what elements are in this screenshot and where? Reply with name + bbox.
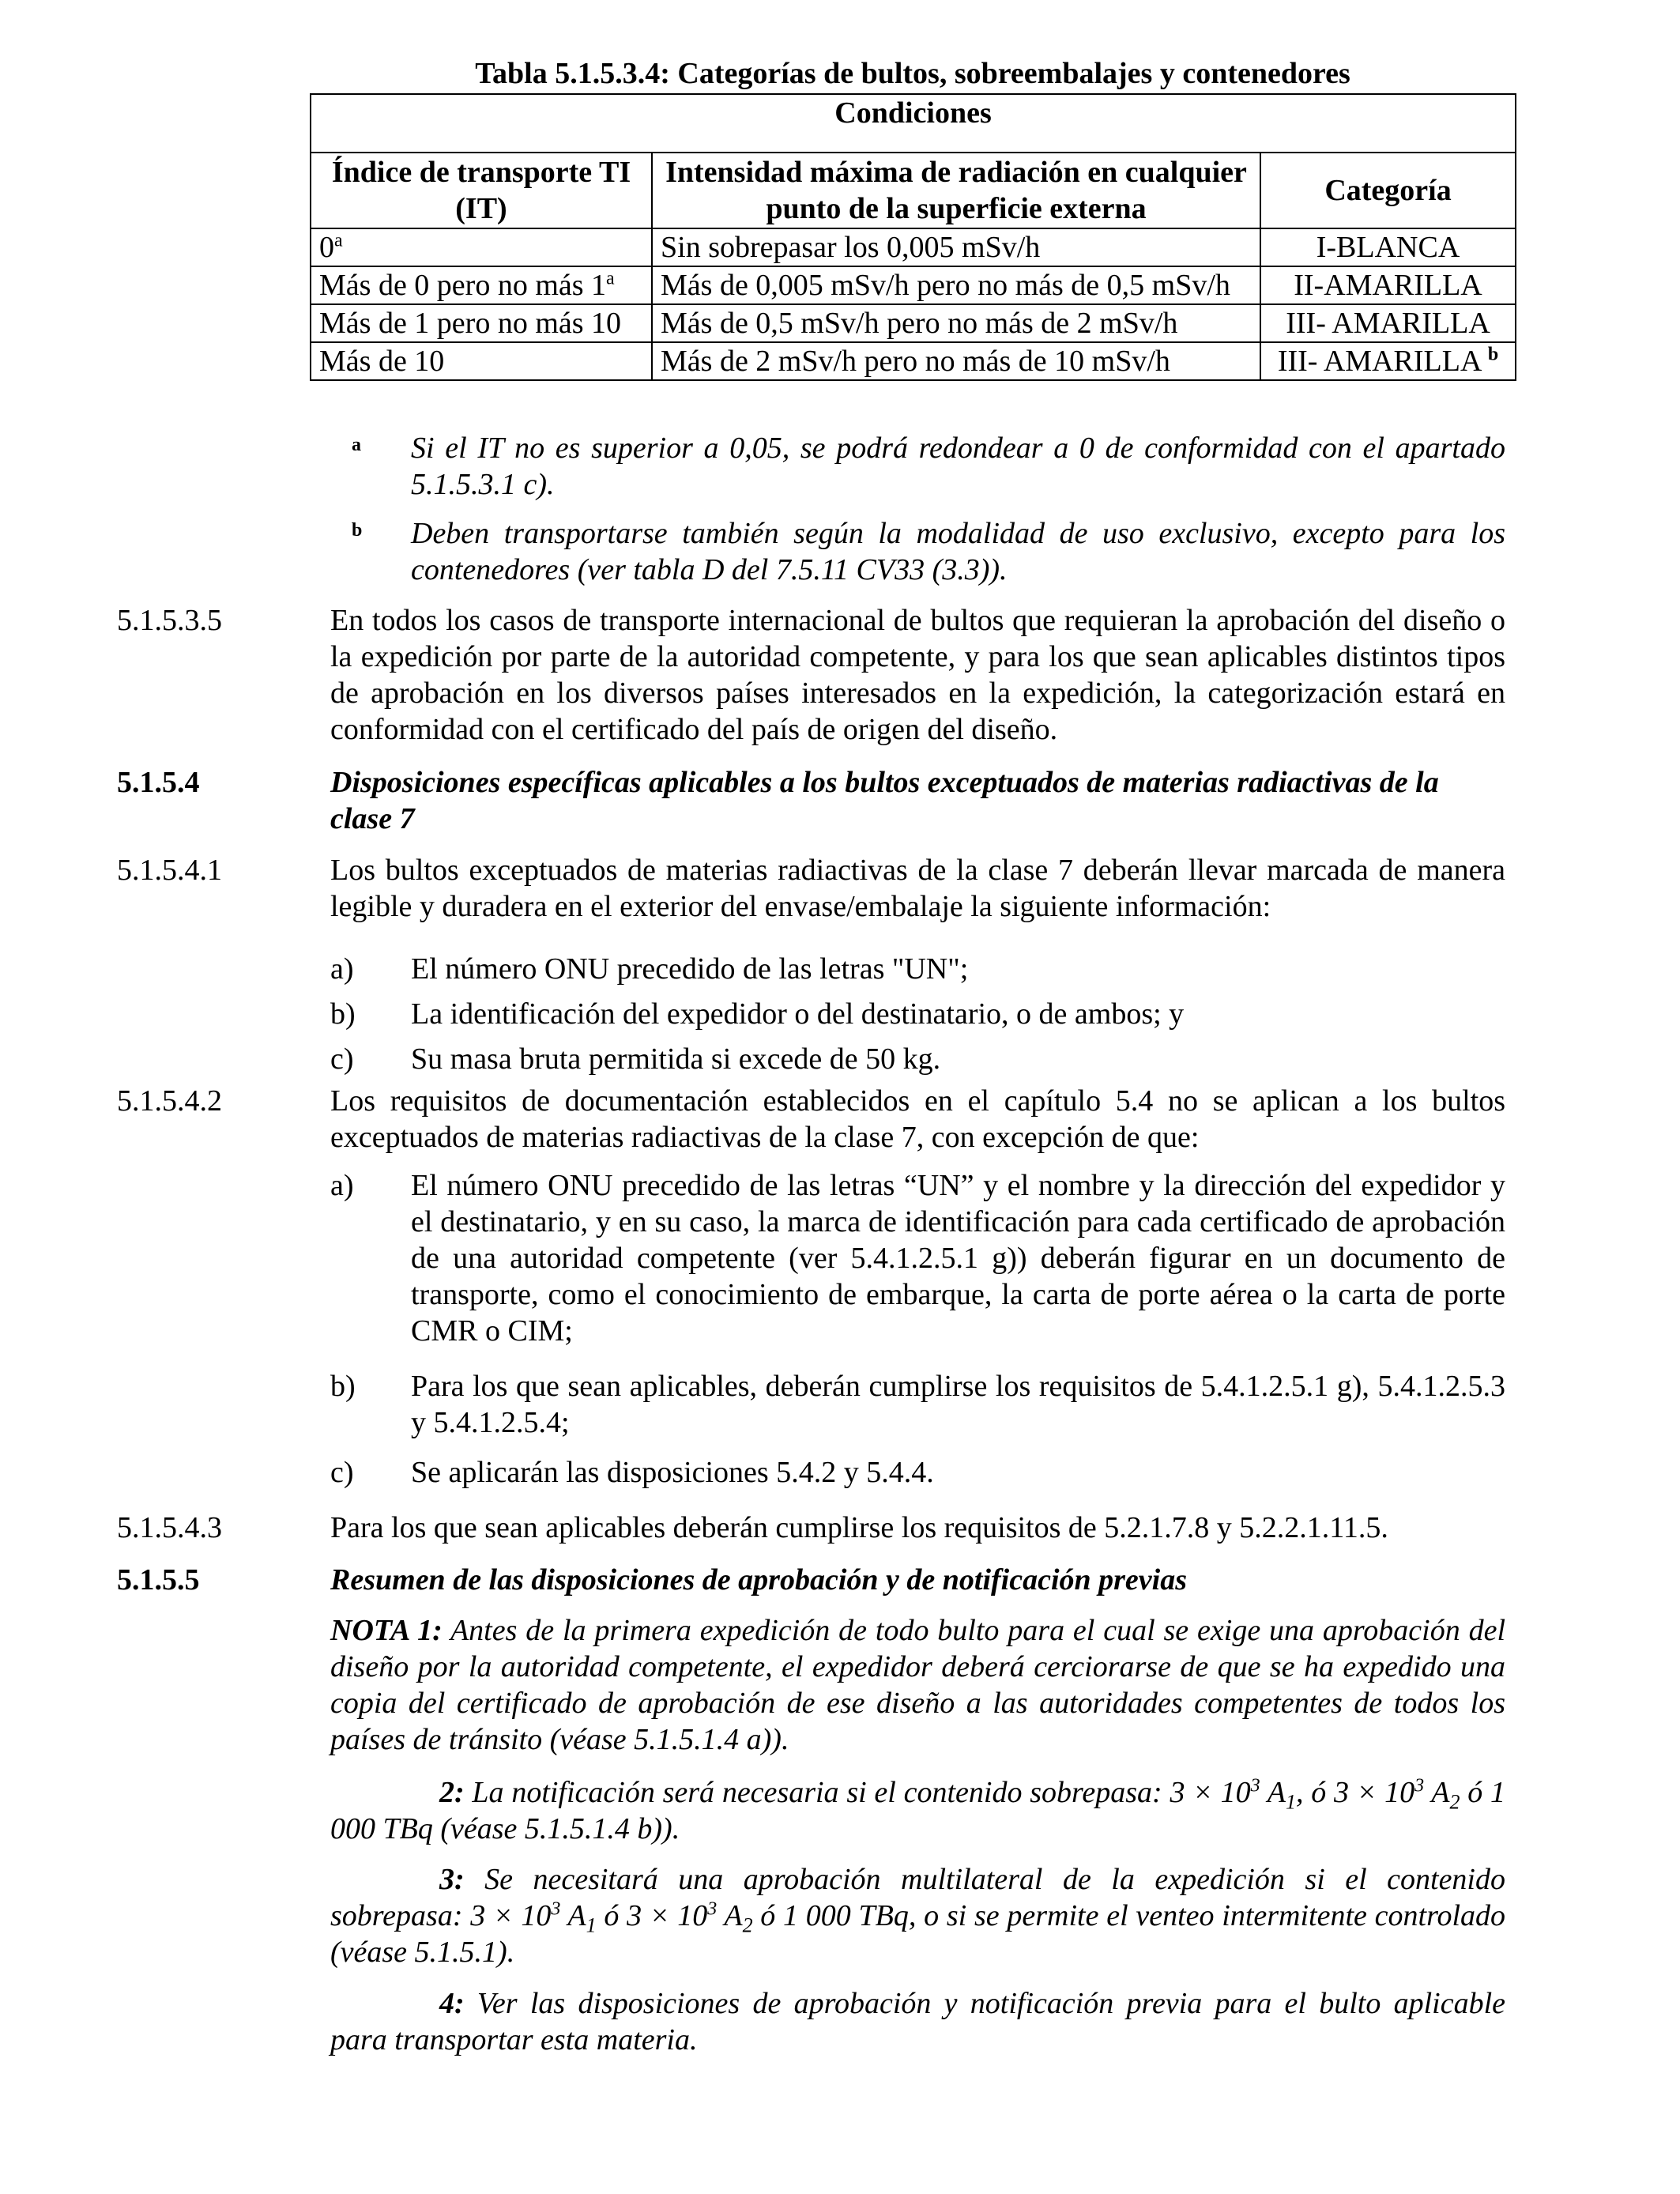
note-3: 3: Se necesitará una aprobación multilateral de la expedición si el contenido sobrepasa: $3 \times 10^3$ $A_1$ ó $3 \times 10^3$ $A_2$ ó 1 000 TBq, o si se permite el venteo intermitente controlado (véase 5.1.5.1). xyxy=(330,1863,1505,1969)
section-number: 5.1.5.5 xyxy=(117,1563,200,1596)
cell-intensity: Más de 2 mSv/h pero no más de 10 mSv/h xyxy=(652,342,1260,380)
table-row xyxy=(311,342,1516,380)
cell-ti: Más de 0 pero no más 1$^a$ xyxy=(311,266,652,304)
cell-ti: 0$^a$ xyxy=(311,228,652,266)
header-transport-index: Índice de transporte TI (IT) xyxy=(311,153,652,228)
cell-category: I-BLANCA xyxy=(1260,228,1516,266)
table-row xyxy=(311,304,1516,342)
cell-intensity: Sin sobrepasar los 0,005 mSv/h xyxy=(652,228,1260,266)
footnote-a: Si el IT no es superior a 0,05, se podrá redondear a 0 de conformidad con el apartado 5.1.5.3.1 c). xyxy=(411,432,1505,501)
section-number: 5.1.5.4 xyxy=(117,766,200,799)
note-2: 2: La notificación será necesaria si el contenido sobrepasa: $3 \times 10^3$ $A_1$, ó $3 \times 10^3$ $A_2$ ó 1 000 TBq (véase 5.1.5.1.4 b)). xyxy=(330,1775,1505,1845)
table-group-header: Condiciones xyxy=(311,94,1516,153)
section-number: 5.1.5.4.1 xyxy=(117,854,222,887)
list-item: La identificación del expedidor o del destinatario, o de ambos; y xyxy=(411,997,1185,1031)
cell-category: III- AMARILLA $^b$ xyxy=(1260,342,1516,380)
paragraph-5-1-5-4-3: Para los que sean aplicables deberán cumplirse los requisitos de 5.2.1.7.8 y 5.2.2.1.11.5. xyxy=(330,1511,1388,1544)
item-letter: c) xyxy=(330,1042,354,1076)
cell-intensity: Más de 0,5 mSv/h pero no más de 2 mSv/h xyxy=(652,304,1260,342)
cell-category: II-AMARILLA xyxy=(1260,266,1516,304)
item-letter: b) xyxy=(330,1370,356,1403)
header-category: Categoría xyxy=(1260,153,1516,228)
list-item: Para los que sean aplicables, deberán cumplirse los requisitos de 5.4.1.2.5.1 g), 5.4.1.2.5.3 y 5.4.1.2.5.4; xyxy=(411,1370,1505,1439)
section-heading: Disposiciones específicas aplicables a los bultos exceptuados de materias radiactivas de la clase 7 xyxy=(330,766,1439,835)
item-letter: b) xyxy=(330,997,356,1031)
footnote-mark-b: b xyxy=(352,520,363,541)
paragraph-5-1-5-4-2: Los requisitos de documentación establecidos en el capítulo 5.4 no se aplican a los bultos exceptuados de materias radiactivas de la clase 7, con excepción de que: xyxy=(330,1084,1505,1154)
cell-ti: Más de 1 pero no más 10 xyxy=(311,304,652,342)
table-row xyxy=(311,266,1516,304)
section-number: 5.1.5.4.3 xyxy=(117,1511,222,1544)
table-title: Tabla 5.1.5.3.4: Categorías de bultos, sobreembalajes y contenedores xyxy=(475,57,1350,90)
section-number: 5.1.5.4.2 xyxy=(117,1084,222,1118)
item-letter: a) xyxy=(330,952,354,986)
paragraph-5-1-5-3-5: En todos los casos de transporte internacional de bultos que requieran la aprobación del diseño o la expedición por parte de la autoridad competente, y para los que sean aplicables distintos tipos de aprobación en los diversos países interesados en la expedición, la categorización estará en conformidad con el certificado del país de origen del diseño. xyxy=(330,604,1505,746)
note-4: 4: Ver las disposiciones de aprobación y notificación previa para el bulto aplicable para transportar esta materia. xyxy=(330,1987,1505,2056)
footnote-mark-a: a xyxy=(352,435,361,455)
categories-table xyxy=(310,93,1516,381)
footnote-b: Deben transportarse también según la modalidad de uso exclusivo, excepto para los contenedores (ver tabla D del 7.5.11 CV33 (3.3)). xyxy=(411,517,1505,586)
table-row xyxy=(311,228,1516,266)
cell-intensity: Más de 0,005 mSv/h pero no más de 0,5 mSv/h xyxy=(652,266,1260,304)
header-max-radiation: Intensidad máxima de radiación en cualquier punto de la superficie externa xyxy=(652,153,1260,228)
cell-ti: Más de 10 xyxy=(311,342,652,380)
section-number: 5.1.5.3.5 xyxy=(117,604,222,637)
cell-category: III- AMARILLA xyxy=(1260,304,1516,342)
paragraph-5-1-5-4-1: Los bultos exceptuados de materias radiactivas de la clase 7 deberán llevar marcada de manera legible y duradera en el exterior del envase/embalaje la siguiente información: xyxy=(330,854,1505,923)
item-letter: a) xyxy=(330,1169,354,1202)
note-1: NOTA 1: Antes de la primera expedición de todo bulto para el cual se exige una aprobación del diseño por la autoridad competente, el expedidor deberá cerciorarse de que se ha expedido una copia del certificado de aprobación de ese diseño a las autoridades competentes de todos los países de tránsito (véase 5.1.5.1.4 a)). xyxy=(330,1614,1505,1756)
item-letter: c) xyxy=(330,1456,354,1489)
list-item: El número ONU precedido de las letras “UN” y el nombre y la dirección del expedidor y el destinatario, y en su caso, la marca de identificación para cada certificado de aprobación de una autoridad competente (ver 5.4.1.2.5.1 g)) deberán figurar en un documento de transporte, como el conocimiento de embarque, la carta de porte aérea o la carta de porte CMR o CIM; xyxy=(411,1169,1505,1348)
list-item: Su masa bruta permitida si excede de 50 kg. xyxy=(411,1042,941,1076)
list-item: Se aplicarán las disposiciones 5.4.2 y 5.4.4. xyxy=(411,1456,934,1489)
section-heading: Resumen de las disposiciones de aprobación y de notificación previas xyxy=(330,1563,1188,1596)
list-item: El número ONU precedido de las letras "UN"; xyxy=(411,952,969,986)
